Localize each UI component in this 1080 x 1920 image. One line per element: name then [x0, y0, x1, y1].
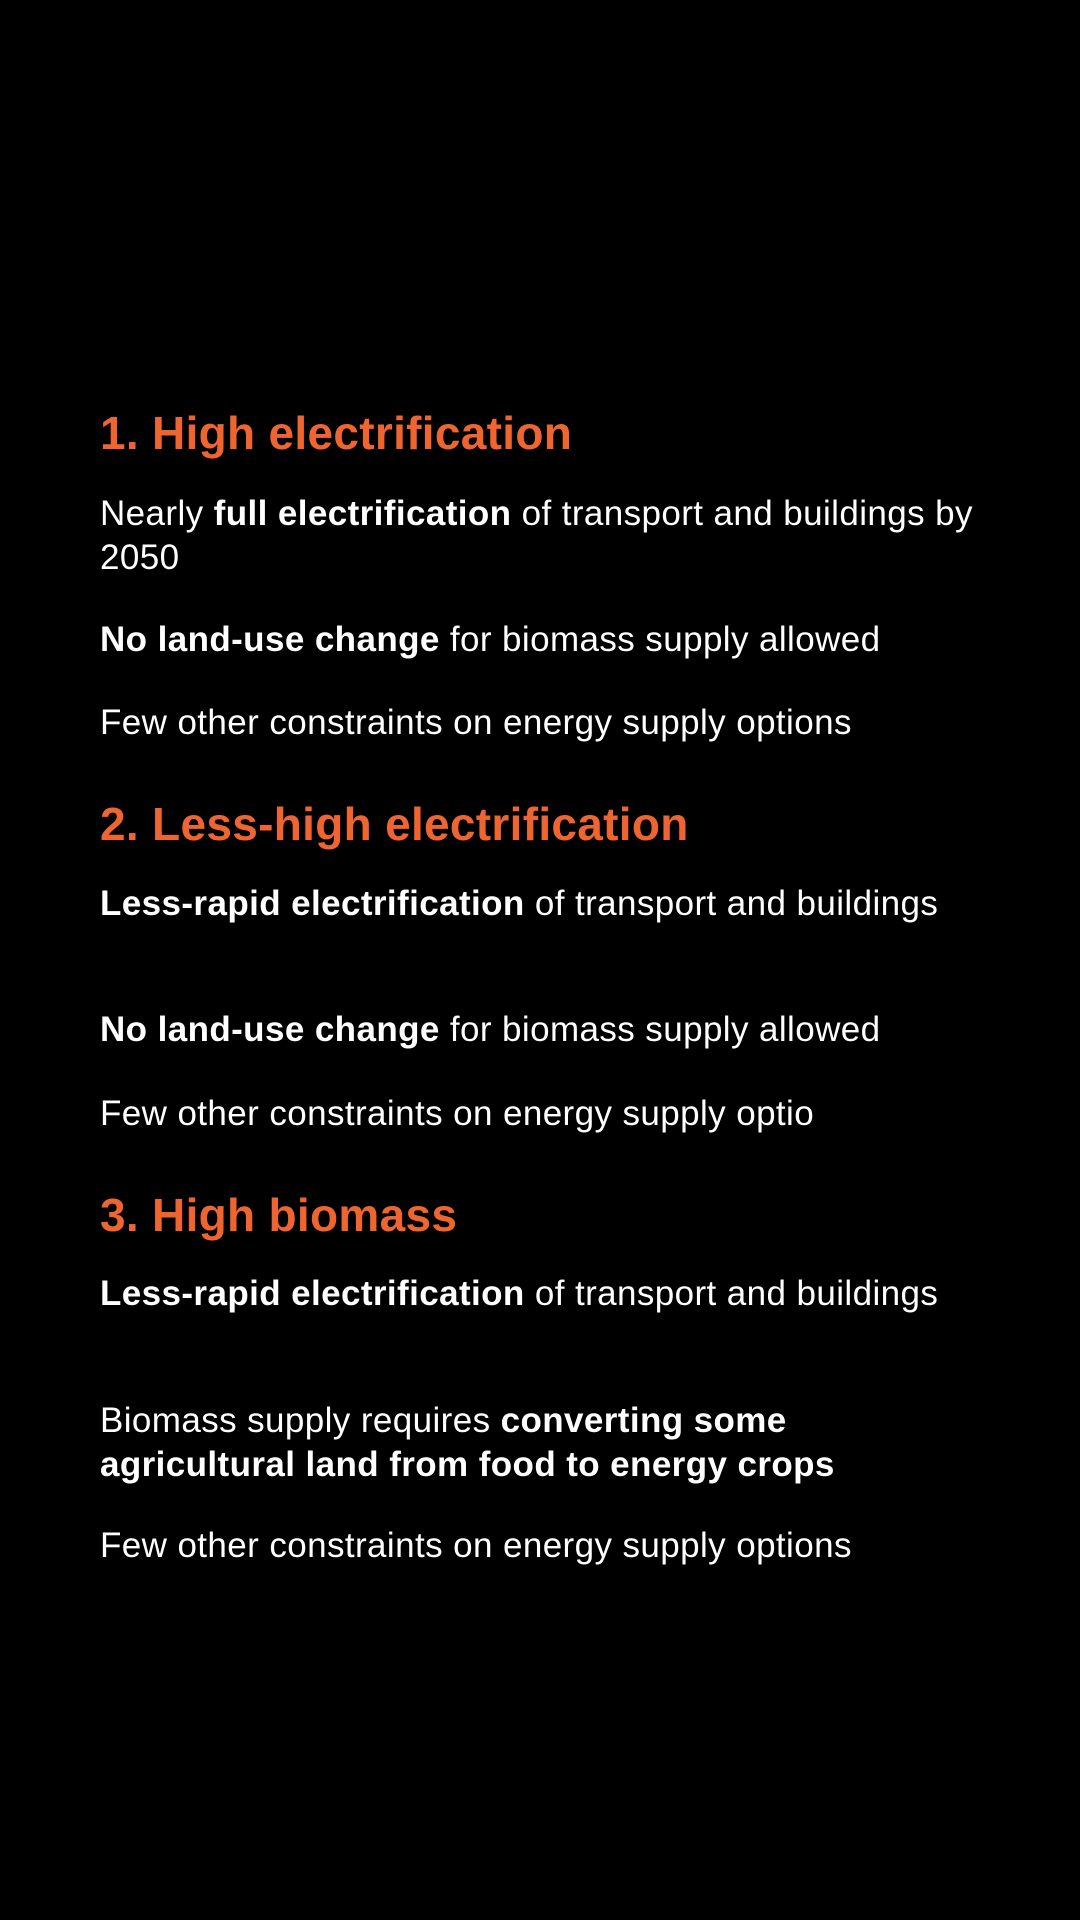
- item-text: of transport and buildings by 2050: [100, 494, 973, 577]
- item-text: of transport and buildings: [524, 884, 939, 923]
- scenario-title-3: 3. High biomass: [100, 1189, 458, 1241]
- item-emphasis: No land-use change: [100, 620, 440, 659]
- item-text: Biomass supply requires: [100, 1401, 501, 1440]
- scenario-2-item-3: [100, 1092, 980, 1136]
- scenario-1-item-3: [100, 701, 980, 745]
- item-text: Nearly: [100, 494, 214, 533]
- scenario-3-item-3: [100, 1524, 980, 1568]
- item-text: Few other constraints on energy supply optio: [100, 1094, 815, 1133]
- scenario-1-item-1: [100, 492, 980, 580]
- item-text: for biomass supply allowed: [439, 1010, 881, 1049]
- scenario-2-item-2: [100, 1008, 980, 1052]
- item-text: Few other constraints on energy supply options: [100, 1526, 852, 1565]
- item-text: Few other constraints on energy supply options: [100, 703, 852, 742]
- scenario-3-item-2: [100, 1399, 980, 1487]
- item-emphasis: No land-use change: [100, 1010, 440, 1049]
- scenario-2-item-1: [100, 882, 980, 926]
- scenario-title-2: 2. Less-high electrification: [100, 798, 689, 850]
- item-emphasis: Less-rapid electrification: [100, 884, 525, 923]
- item-emphasis: Less-rapid electrification: [100, 1274, 525, 1313]
- scenario-1-item-2: [100, 618, 980, 662]
- item-emphasis: converting some agricultural land from food to energy crops: [100, 1401, 835, 1484]
- scenario-title-1: 1. High electrification: [100, 407, 573, 459]
- item-emphasis: full electrification: [213, 494, 512, 533]
- item-text: for biomass supply allowed: [439, 620, 881, 659]
- scenario-3-item-1: [100, 1272, 980, 1316]
- item-text: of transport and buildings: [524, 1274, 939, 1313]
